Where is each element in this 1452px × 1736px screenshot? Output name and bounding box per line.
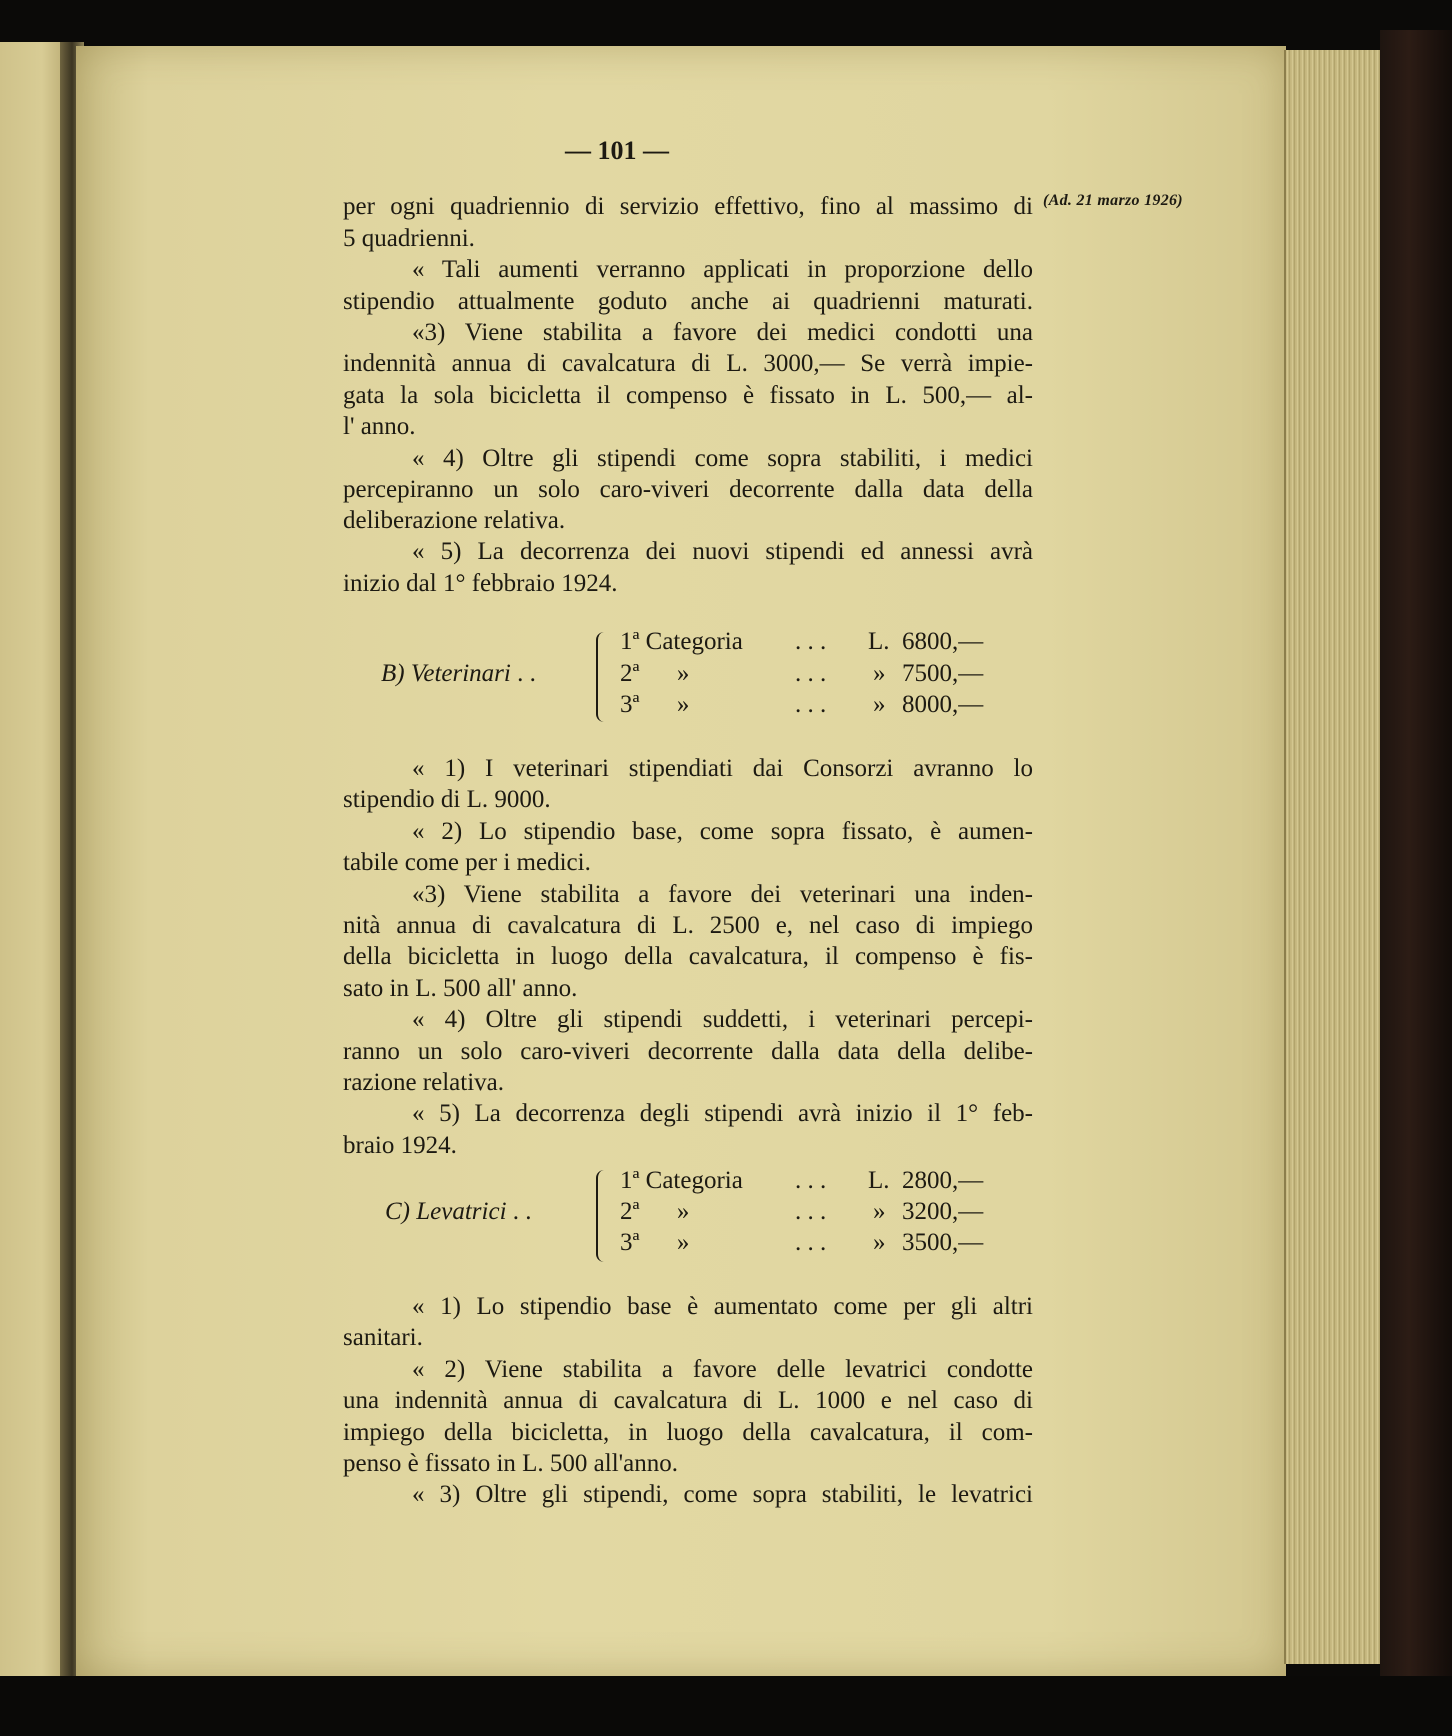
table-c-dots: . . [512,1198,532,1225]
text-line: « 5) La decorrenza dei nuovi stipendi ed annessi avrà [412,538,1033,565]
text-line: « 5) La decorrenza degli stipendi avrà inizio il 1° feb- [412,1100,1033,1127]
table-b-category: 1ª Categoria [620,628,743,655]
table-c-leader: . . . [795,1229,827,1256]
table-c-amount: 3500,— [902,1229,984,1256]
text-line: deliberazione relativa. [343,507,566,534]
text-line: « 2) Lo stipendio base, come sopra fissato, è aumen- [412,818,1033,845]
text-line: stipendio di L. 9000. [343,786,551,813]
table-c-title: Levatrici [416,1198,507,1225]
text-line: sanitari. [343,1324,423,1351]
table-b-amount: 6800,— [902,628,984,655]
text-line: braio 1924. [343,1132,457,1159]
text-line: penso è fissato in L. 500 all'anno. [343,1450,678,1477]
text-line: « 1) Lo stipendio base è aumentato come per gli altri [412,1293,1033,1320]
text-line: « 3) Oltre gli stipendi, come sopra stabiliti, le levatrici [412,1481,1033,1508]
table-b-brace [596,632,608,722]
text-line: ranno un solo caro-viveri decorrente dalla data della delibe- [343,1038,1033,1065]
text-line: impiego della bicicletta, in luogo della cavalcatura, il com- [343,1419,1033,1446]
table-b-prefix: L. [868,628,890,655]
table-c-leader: . . . [795,1198,827,1225]
text-line: tabile come per i medici. [343,849,591,876]
text-line: percepiranno un solo caro-viveri decorrente dalla data della [343,476,1033,503]
text-line: 5 quadrienni. [343,225,475,252]
table-b-prefix: » [873,660,886,687]
margin-note: (Ad. 21 marzo 1926) [1043,192,1183,209]
table-c-amount: 2800,— [902,1167,984,1194]
text-line: « 1) I veterinari stipendiati dai Consorzi avranno lo [412,755,1033,782]
table-b-prefix: » [873,691,886,718]
table-b-leader: . . . [795,691,827,718]
text-line: sato in L. 500 all' anno. [343,975,578,1002]
text-line: della bicicletta in luogo della cavalcatura, il compenso è fis- [343,943,1033,970]
table-c-prefix: » [873,1198,886,1225]
table-c-category: 2ª » [620,1198,690,1225]
text-line: l' anno. [343,413,416,440]
table-b-amount: 8000,— [902,691,984,718]
text-line: inizio dal 1° febbraio 1924. [343,570,618,597]
text-line: «3) Viene stabilita a favore dei veterinari una inden- [412,881,1033,908]
table-b-letter: B) [381,660,405,687]
table-b-leader: . . . [795,628,827,655]
table-b-dots: . . [517,660,536,687]
text-line: razione relativa. [343,1069,505,1096]
table-b-leader: . . . [795,660,827,687]
table-b-title: Veterinari [410,660,511,687]
book-cover [1380,30,1452,1690]
text-line: nità annua di cavalcatura di L. 2500 e, nel caso di impiego [343,912,1033,939]
table-b-label [381,660,536,688]
text-line: una indennità annua di cavalcatura di L. 1000 e nel caso di [343,1387,1033,1414]
scan-background [0,1676,1452,1736]
table-c-amount: 3200,— [902,1198,984,1225]
table-c-leader: . . . [795,1167,827,1194]
text-line: stipendio attualmente goduto anche ai quadrienni maturati. [343,288,1033,315]
table-b-category: 3ª » [620,691,690,718]
text-line: « Tali aumenti verranno applicati in proporzione dello [412,256,1033,283]
text-line: « 4) Oltre gli stipendi come sopra stabiliti, i medici [412,445,1033,472]
table-c-brace [596,1170,608,1262]
text-line: per ogni quadriennio di servizio effettivo, fino al massimo di [343,193,1033,220]
table-c-label [385,1198,532,1226]
text-line: indennità annua di cavalcatura di L. 3000,— Se verrà impie- [343,350,1033,377]
table-c-prefix: L. [868,1167,890,1194]
table-c-category: 3ª » [620,1229,690,1256]
table-b-amount: 7500,— [902,660,984,687]
table-c-letter: C) [385,1198,410,1225]
page-number: — 101 — [565,136,669,165]
page-edges [1284,50,1382,1664]
table-c-prefix: » [873,1229,886,1256]
table-c-category: 1ª Categoria [620,1167,743,1194]
table-b-category: 2ª » [620,660,690,687]
text-line: « 2) Viene stabilita a favore delle levatrici condotte [412,1356,1033,1383]
text-line: «3) Viene stabilita a favore dei medici condotti una [412,319,1033,346]
text-line: « 4) Oltre gli stipendi suddetti, i veterinari percepi- [412,1006,1033,1033]
text-line: gata la sola bicicletta il compenso è fissato in L. 500,— al- [343,382,1033,409]
